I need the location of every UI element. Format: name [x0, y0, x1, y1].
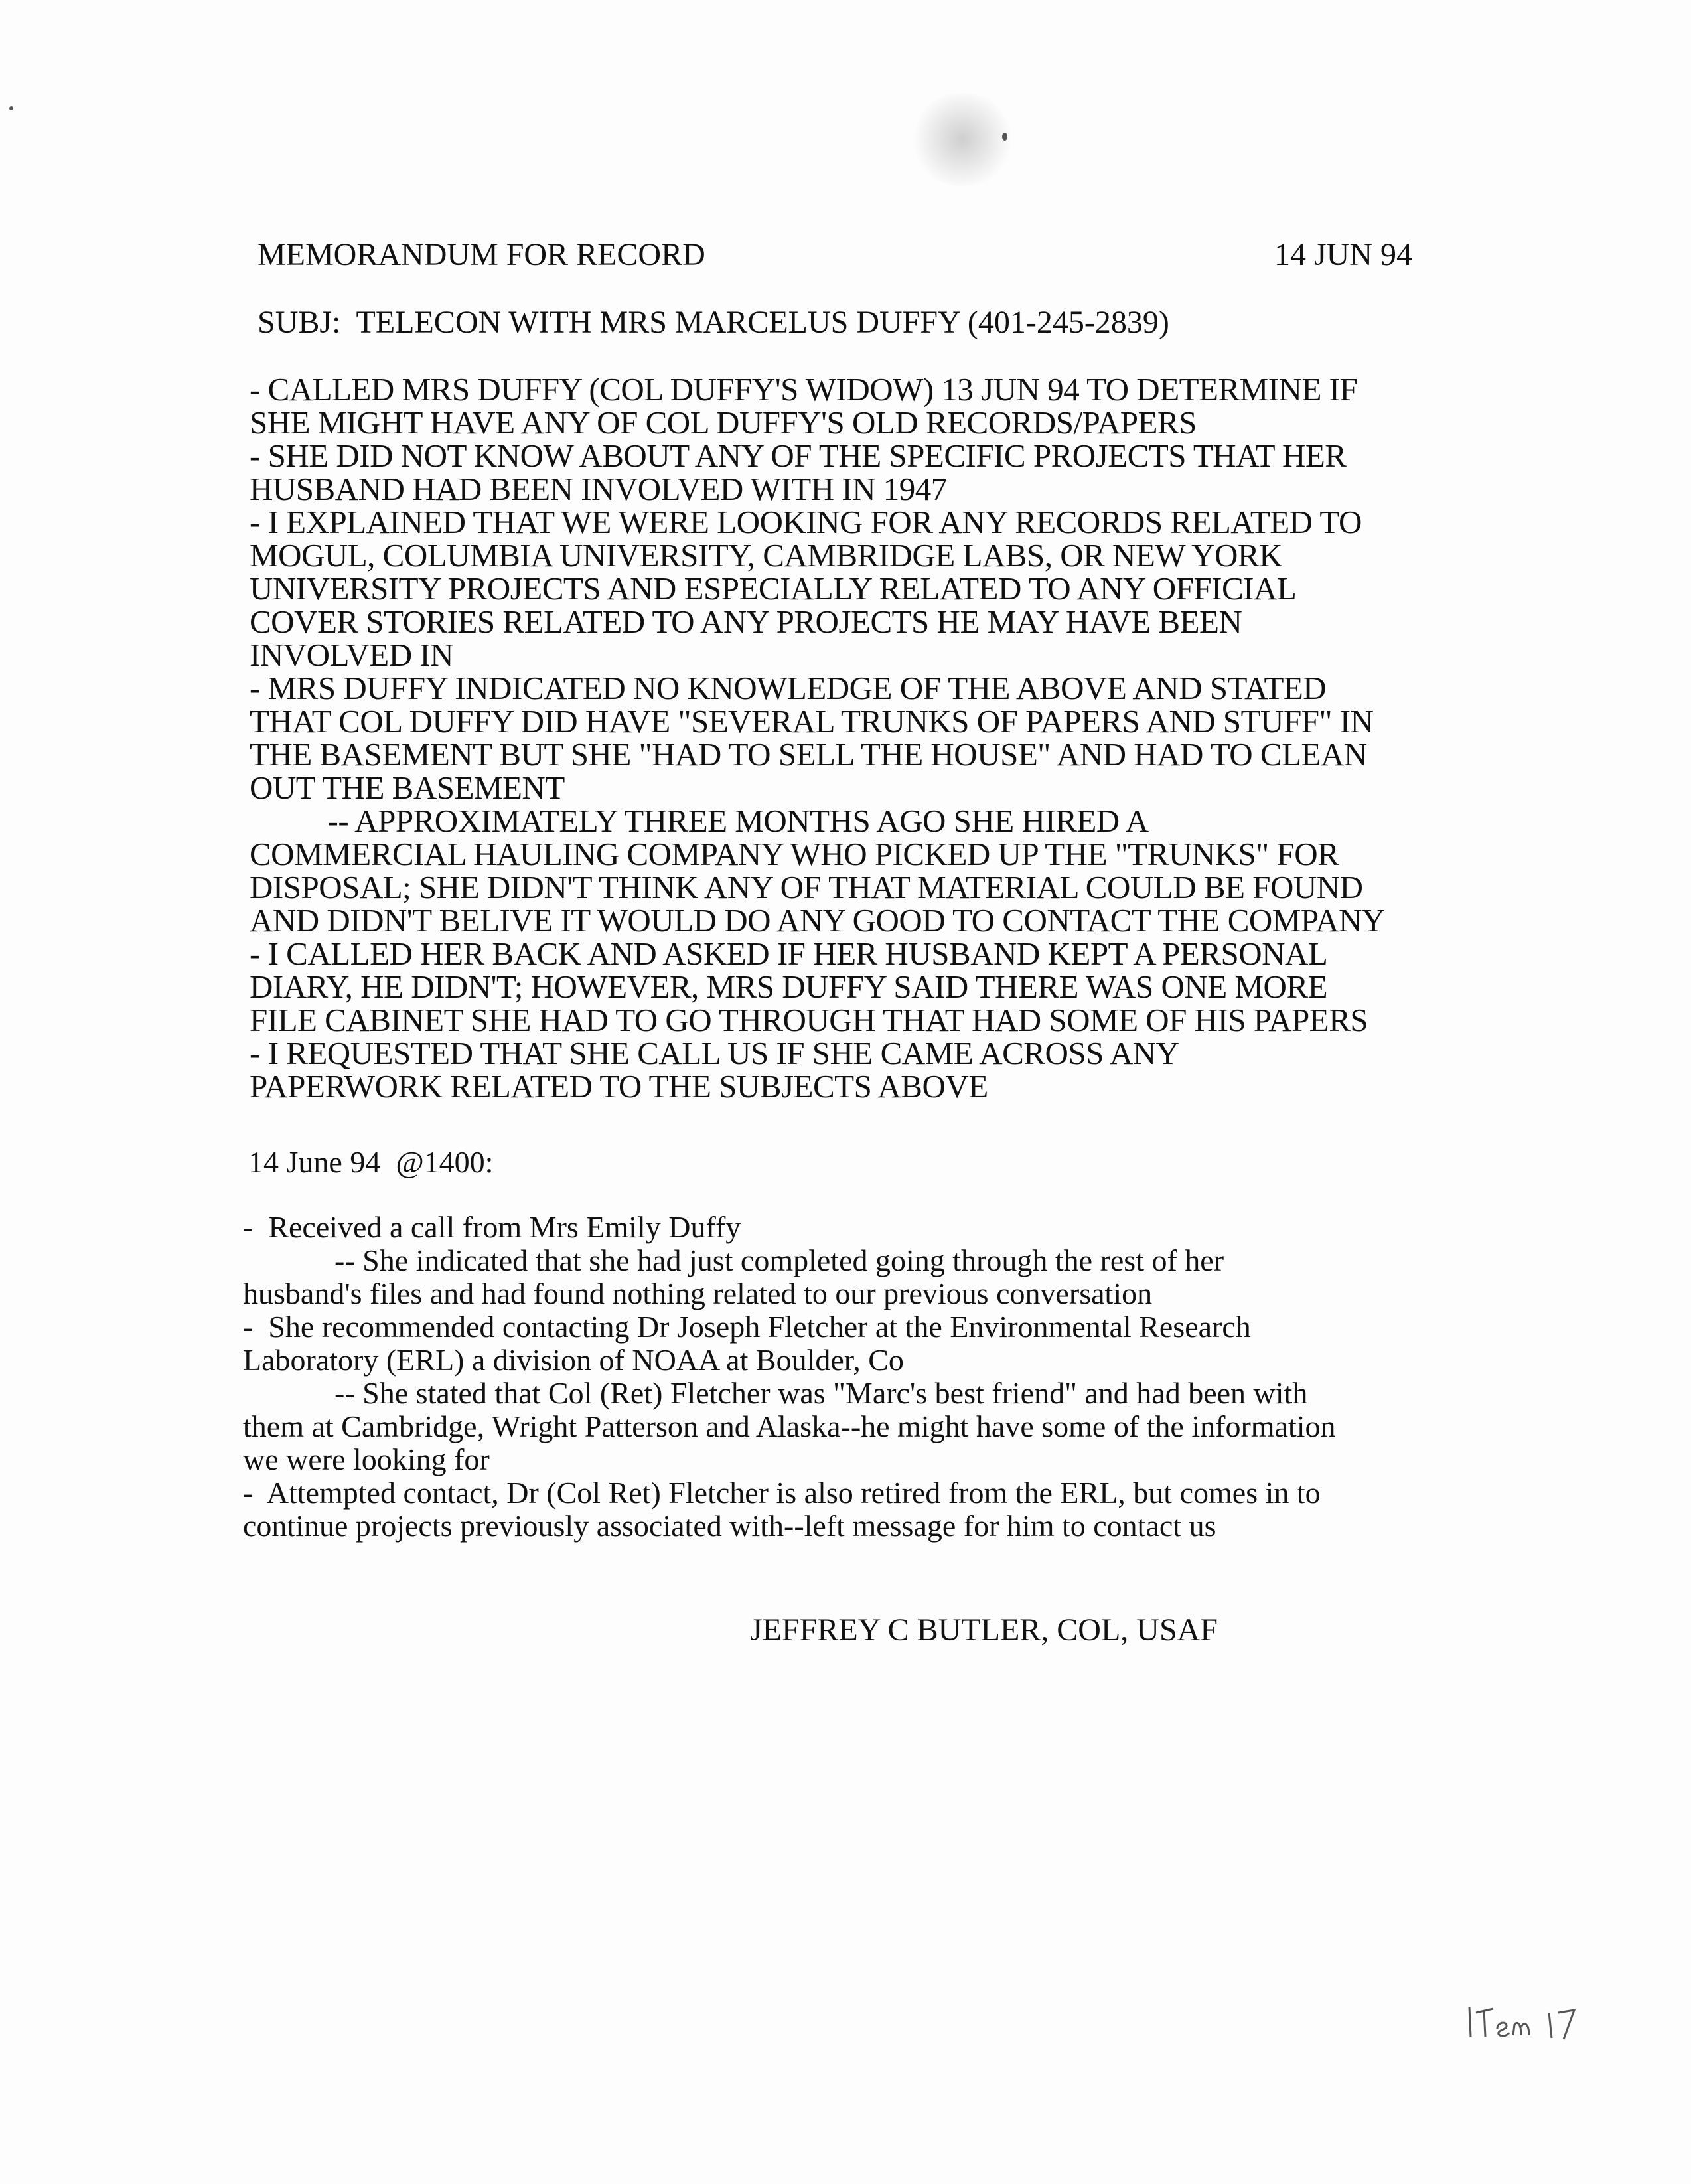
memo-line: -- APPROXIMATELY THREE MONTHS AGO SHE HIRED A	[250, 803, 1149, 839]
memo-line: FILE CABINET SHE HAD TO GO THROUGH THAT HAD SOME OF HIS PAPERS	[250, 1002, 1368, 1038]
memo-line: - Attempted contact, Dr (Col Ret) Fletcher is also retired from the ERL, but comes in to	[243, 1476, 1321, 1510]
memo-line: THAT COL DUFFY DID HAVE "SEVERAL TRUNKS OF PAPERS AND STUFF" IN	[250, 703, 1374, 740]
memo-line: COVER STORIES RELATED TO ANY PROJECTS HE MAY HAVE BEEN	[250, 603, 1242, 640]
memo-line: INVOLVED IN	[250, 637, 454, 673]
scan-speck	[1002, 133, 1007, 141]
scan-smudge	[909, 93, 1015, 186]
signature-block: JEFFREY C BUTLER, COL, USAF	[750, 1612, 1218, 1648]
memo-line: DIARY, HE DIDN'T; HOWEVER, MRS DUFFY SAID THERE WAS ONE MORE	[250, 969, 1328, 1005]
memo-line: - SHE DID NOT KNOW ABOUT ANY OF THE SPECIFIC PROJECTS THAT HER	[250, 437, 1347, 474]
memo-line: -- She indicated that she had just completed going through the rest of her	[243, 1243, 1224, 1277]
memo-line: - I REQUESTED THAT SHE CALL US IF SHE CAME ACROSS ANY	[250, 1035, 1179, 1071]
memo-title: MEMORANDUM FOR RECORD	[257, 237, 705, 272]
handwritten-item-note	[1467, 1998, 1580, 2051]
memo-line: - I EXPLAINED THAT WE WERE LOOKING FOR ANY RECORDS RELATED TO	[250, 504, 1362, 540]
memo-line: - CALLED MRS DUFFY (COL DUFFY'S WIDOW) 13 JUN 94 TO DETERMINE IF	[250, 371, 1358, 408]
memo-line: DISPOSAL; SHE DIDN'T THINK ANY OF THAT MATERIAL COULD BE FOUND	[250, 869, 1363, 905]
memo-line: AND DIDN'T BELIVE IT WOULD DO ANY GOOD TO CONTACT THE COMPANY	[250, 902, 1385, 939]
memo-line: HUSBAND HAD BEEN INVOLVED WITH IN 1947	[250, 471, 947, 507]
memo-line: - She recommended contacting Dr Joseph Fletcher at the Environmental Research	[243, 1310, 1251, 1344]
memo-line: COMMERCIAL HAULING COMPANY WHO PICKED UP THE "TRUNKS" FOR	[250, 836, 1339, 872]
update-header: 14 June 94 @1400:	[248, 1145, 494, 1179]
memo-line: -- She stated that Col (Ret) Fletcher was "Marc's best friend" and had been with	[243, 1376, 1308, 1410]
memo-line: Laboratory (ERL) a division of NOAA at Boulder, Co	[243, 1343, 904, 1377]
memo-line: - I CALLED HER BACK AND ASKED IF HER HUSBAND KEPT A PERSONAL	[250, 935, 1328, 972]
memo-line: MOGUL, COLUMBIA UNIVERSITY, CAMBRIDGE LABS, OR NEW YORK	[250, 537, 1283, 574]
memo-line: UNIVERSITY PROJECTS AND ESPECIALLY RELATED TO ANY OFFICIAL	[250, 570, 1297, 607]
memo-line: PAPERWORK RELATED TO THE SUBJECTS ABOVE	[250, 1068, 988, 1105]
memo-subject: SUBJ: TELECON WITH MRS MARCELUS DUFFY (401-245-2839)	[257, 305, 1169, 340]
memo-date: 14 JUN 94	[1274, 237, 1413, 272]
memo-line: we were looking for	[243, 1443, 490, 1476]
memo-line: SHE MIGHT HAVE ANY OF COL DUFFY'S OLD RECORDS/PAPERS	[250, 404, 1197, 441]
scan-speck	[9, 106, 13, 110]
memo-line: OUT THE BASEMENT	[250, 769, 565, 806]
memo-line: - MRS DUFFY INDICATED NO KNOWLEDGE OF THE ABOVE AND STATED	[250, 670, 1327, 706]
memo-line: continue projects previously associated with--left message for him to contact us	[243, 1509, 1216, 1543]
memo-line: - Received a call from Mrs Emily Duffy	[243, 1210, 741, 1244]
memo-line: THE BASEMENT BUT SHE "HAD TO SELL THE HOUSE" AND HAD TO CLEAN	[250, 736, 1367, 773]
memo-line: husband's files and had found nothing related to our previous conversation	[243, 1277, 1153, 1310]
memo-line: them at Cambridge, Wright Patterson and Alaska--he might have some of the information	[243, 1409, 1336, 1443]
